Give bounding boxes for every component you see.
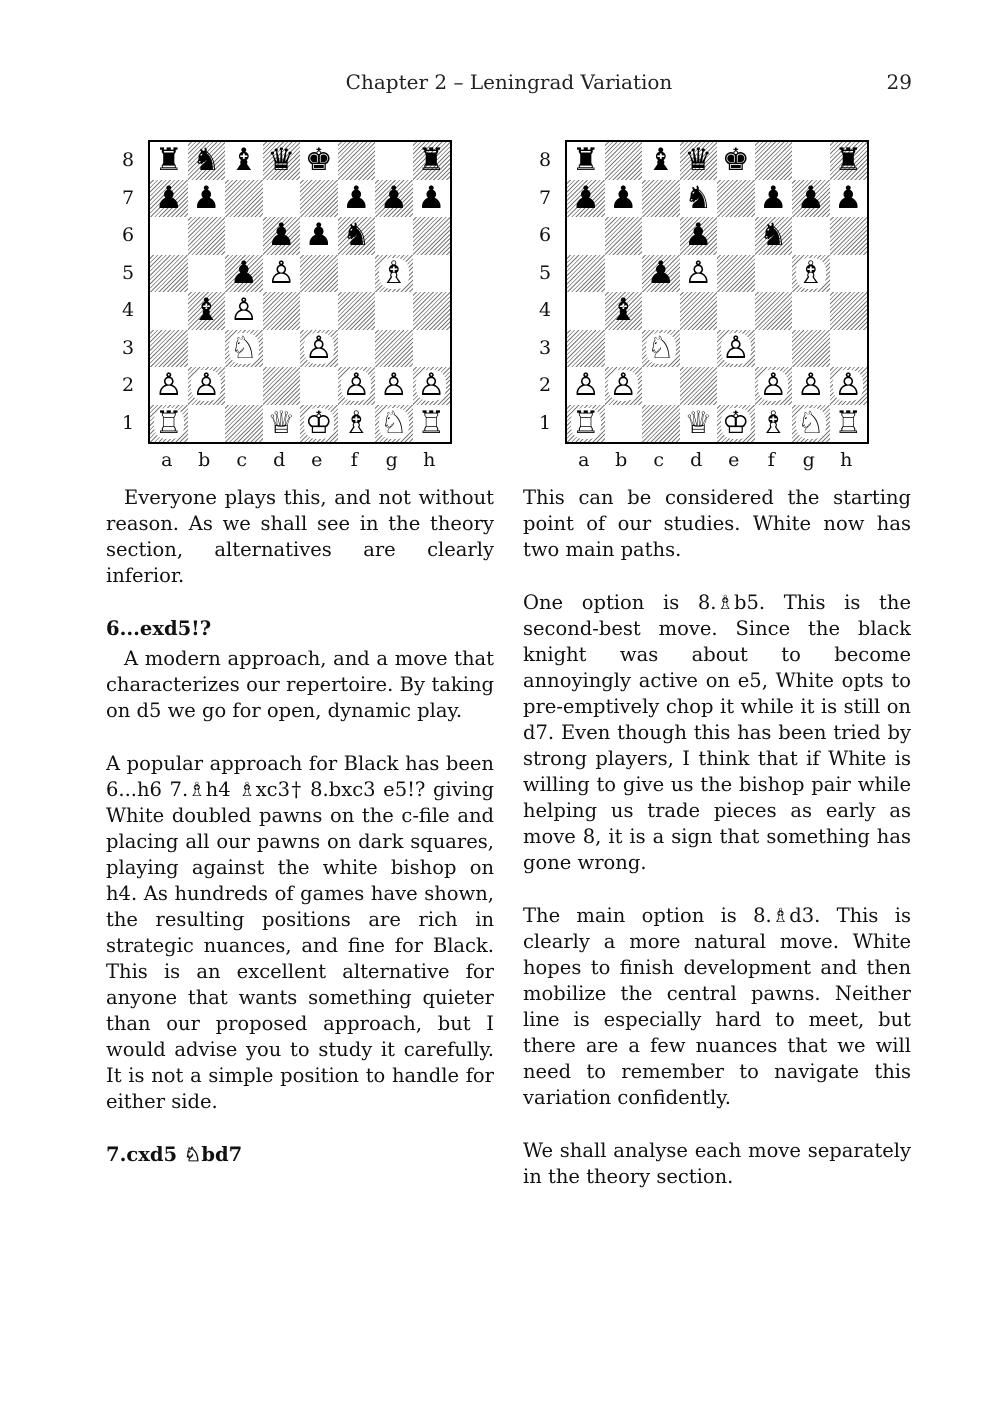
board-square bbox=[413, 217, 451, 255]
board-square bbox=[150, 217, 188, 255]
board-square bbox=[225, 405, 263, 443]
board-square bbox=[338, 405, 376, 443]
left-column bbox=[106, 485, 494, 1172]
file-label: d bbox=[690, 449, 703, 471]
black-queen-icon: ♛ bbox=[267, 142, 296, 179]
board-square bbox=[338, 367, 376, 405]
board-square bbox=[263, 142, 301, 180]
board-square bbox=[792, 142, 830, 180]
rank-labels bbox=[118, 142, 138, 442]
board-square bbox=[413, 405, 451, 443]
black-pawn-icon: ♟ bbox=[229, 254, 258, 291]
white-rook-icon: ♖ bbox=[834, 404, 863, 441]
board-square bbox=[375, 255, 413, 293]
white-pawn-icon: ♙ bbox=[417, 367, 446, 404]
board-square bbox=[605, 330, 643, 368]
board-square bbox=[567, 180, 605, 218]
board-square bbox=[413, 367, 451, 405]
board-square bbox=[300, 142, 338, 180]
board-square bbox=[830, 330, 868, 368]
board-square bbox=[642, 217, 680, 255]
white-pawn-icon: ♙ bbox=[229, 292, 258, 329]
board-square bbox=[605, 217, 643, 255]
board-square bbox=[225, 367, 263, 405]
rank-label: 4 bbox=[538, 299, 552, 321]
board-square bbox=[792, 292, 830, 330]
board-square bbox=[188, 367, 226, 405]
board-square bbox=[755, 255, 793, 293]
board-square bbox=[642, 330, 680, 368]
board-square bbox=[642, 405, 680, 443]
board-square bbox=[150, 180, 188, 218]
black-rook-icon: ♜ bbox=[154, 142, 183, 179]
move-heading: 7.cxd5 ♘bd7 bbox=[106, 1143, 243, 1166]
board-square bbox=[300, 292, 338, 330]
page-header bbox=[0, 70, 1000, 100]
board-square bbox=[225, 255, 263, 293]
black-pawn-icon: ♟ bbox=[267, 217, 296, 254]
board-square bbox=[605, 405, 643, 443]
board-square bbox=[567, 217, 605, 255]
file-label: f bbox=[350, 449, 358, 471]
paragraph: One option is 8.♗b5. This is the second-best move. Since the black knight was about to become annoyingly active on e5, White opts to pre-emptively chop it while it is still on d7. Even though this has been tried by strong players, I think that if White is willing to give us the bishop pair while helping us trade pieces as early as move 8, it is a sign that something has gone wrong. bbox=[523, 591, 911, 874]
white-pawn-icon: ♙ bbox=[834, 367, 863, 404]
board-square bbox=[263, 255, 301, 293]
black-pawn-icon: ♟ bbox=[609, 179, 638, 216]
black-pawn-icon: ♟ bbox=[759, 179, 788, 216]
board-square bbox=[717, 367, 755, 405]
board-square bbox=[300, 255, 338, 293]
white-pawn-icon: ♙ bbox=[304, 329, 333, 366]
board-square bbox=[375, 217, 413, 255]
right-column bbox=[523, 485, 911, 1217]
white-king-icon: ♔ bbox=[721, 404, 750, 441]
board-square bbox=[263, 217, 301, 255]
board-square bbox=[300, 330, 338, 368]
board-square bbox=[150, 367, 188, 405]
rank-label: 8 bbox=[121, 149, 135, 171]
board-square bbox=[680, 217, 718, 255]
black-pawn-icon: ♟ bbox=[571, 179, 600, 216]
black-pawn-icon: ♟ bbox=[834, 179, 863, 216]
white-pawn-icon: ♙ bbox=[342, 367, 371, 404]
rank-label: 7 bbox=[538, 186, 552, 209]
board-square bbox=[150, 142, 188, 180]
black-knight-icon: ♞ bbox=[684, 179, 713, 216]
white-pawn-icon: ♙ bbox=[721, 329, 750, 366]
board-square bbox=[755, 217, 793, 255]
board-square bbox=[188, 405, 226, 443]
board-square bbox=[605, 367, 643, 405]
paragraph: The main option is 8.♗d3. This is clearly a more natural move. White hopes to finish development and then mobilize the central pawns. Neither line is especially hard to meet, but there are a few nuances that we will need to remember to navigate this variation confidently. bbox=[523, 904, 911, 1109]
board-square bbox=[717, 292, 755, 330]
black-knight-icon: ♞ bbox=[192, 142, 221, 179]
board-square bbox=[792, 330, 830, 368]
board-square bbox=[680, 292, 718, 330]
file-label: a bbox=[161, 449, 173, 471]
rank-label: 3 bbox=[121, 336, 135, 359]
black-rook-icon: ♜ bbox=[571, 142, 600, 179]
board-square bbox=[792, 255, 830, 293]
black-queen-icon: ♛ bbox=[684, 142, 713, 179]
rank-label: 3 bbox=[538, 336, 552, 359]
white-pawn-icon: ♙ bbox=[796, 367, 825, 404]
board-square bbox=[188, 255, 226, 293]
white-rook-icon: ♖ bbox=[571, 404, 600, 441]
file-label: g bbox=[802, 449, 815, 471]
board-square bbox=[830, 405, 868, 443]
board-square bbox=[150, 330, 188, 368]
board-square bbox=[263, 180, 301, 218]
file-label: h bbox=[840, 449, 853, 471]
file-label: d bbox=[273, 449, 286, 471]
board-square bbox=[413, 255, 451, 293]
white-knight-icon: ♘ bbox=[646, 329, 675, 366]
board-square bbox=[375, 142, 413, 180]
board-square bbox=[375, 292, 413, 330]
board-square bbox=[300, 367, 338, 405]
file-label: h bbox=[423, 449, 436, 471]
board-square bbox=[830, 292, 868, 330]
file-label: g bbox=[385, 449, 398, 471]
white-rook-icon: ♖ bbox=[154, 404, 183, 441]
rank-label: 7 bbox=[121, 186, 135, 209]
board-square bbox=[605, 255, 643, 293]
file-label: b bbox=[615, 449, 628, 471]
white-bishop-icon: ♗ bbox=[379, 254, 408, 291]
board-square bbox=[717, 405, 755, 443]
white-knight-icon: ♘ bbox=[796, 404, 825, 441]
page-number: 29 bbox=[886, 70, 912, 94]
black-pawn-icon: ♟ bbox=[646, 254, 675, 291]
board-square bbox=[717, 217, 755, 255]
paragraph: A modern approach, and a move that characterizes our repertoire. By taking on d5 we go for open, dynamic play. bbox=[106, 647, 494, 722]
board-square bbox=[188, 330, 226, 368]
board-square bbox=[150, 292, 188, 330]
black-pawn-icon: ♟ bbox=[304, 217, 333, 254]
rank-label: 2 bbox=[538, 374, 552, 396]
file-label: b bbox=[198, 449, 211, 471]
board-square bbox=[225, 180, 263, 218]
paragraph: A popular approach for Black has been 6...h6 7.♗h4 ♗xc3† 8.bxc3 e5!? giving White doubled pawns on the c-file and placing all our pawns on dark squares, playing against the white bishop on h4. As hundreds of games have shown, the resulting positions are rich in strategic nuances, and fine for Black. This is an excellent alternative for anyone that wants something quieter than our proposed approach, but I would advise you to study it carefully. It is not a simple position to handle for either side. bbox=[106, 752, 494, 1113]
rank-label: 5 bbox=[121, 261, 135, 284]
board-square bbox=[188, 292, 226, 330]
board-square bbox=[338, 330, 376, 368]
board-square bbox=[755, 180, 793, 218]
file-label: e bbox=[728, 449, 740, 471]
board-square bbox=[375, 180, 413, 218]
board-square bbox=[413, 330, 451, 368]
file-label: a bbox=[578, 449, 590, 471]
board-square bbox=[567, 142, 605, 180]
board-square bbox=[263, 330, 301, 368]
board-square bbox=[755, 367, 793, 405]
board-square bbox=[830, 255, 868, 293]
black-rook-icon: ♜ bbox=[417, 142, 446, 179]
black-knight-icon: ♞ bbox=[759, 217, 788, 254]
board-square bbox=[338, 255, 376, 293]
black-bishop-icon: ♝ bbox=[192, 292, 221, 329]
white-pawn-icon: ♙ bbox=[571, 367, 600, 404]
board-square bbox=[717, 255, 755, 293]
white-pawn-icon: ♙ bbox=[192, 367, 221, 404]
board-square bbox=[755, 405, 793, 443]
board-square bbox=[830, 180, 868, 218]
board-square bbox=[413, 180, 451, 218]
board-square bbox=[605, 292, 643, 330]
board-square bbox=[567, 367, 605, 405]
file-labels bbox=[565, 449, 869, 471]
board-square bbox=[642, 367, 680, 405]
board-square bbox=[150, 255, 188, 293]
black-rook-icon: ♜ bbox=[834, 142, 863, 179]
white-rook-icon: ♖ bbox=[417, 404, 446, 441]
white-pawn-icon: ♙ bbox=[379, 367, 408, 404]
file-label: c bbox=[653, 449, 665, 471]
file-label: e bbox=[311, 449, 323, 471]
board-square bbox=[830, 217, 868, 255]
board-square bbox=[375, 367, 413, 405]
board-square bbox=[188, 180, 226, 218]
board-square bbox=[225, 330, 263, 368]
file-label: f bbox=[767, 449, 775, 471]
board-square bbox=[263, 367, 301, 405]
black-knight-icon: ♞ bbox=[342, 217, 371, 254]
rank-label: 1 bbox=[538, 411, 552, 434]
rank-label: 1 bbox=[121, 411, 135, 434]
board-square bbox=[792, 217, 830, 255]
board-square bbox=[792, 367, 830, 405]
board-square bbox=[680, 142, 718, 180]
black-king-icon: ♚ bbox=[304, 142, 333, 179]
board-square bbox=[338, 292, 376, 330]
board-square bbox=[680, 367, 718, 405]
black-pawn-icon: ♟ bbox=[417, 179, 446, 216]
board-square bbox=[680, 330, 718, 368]
board-square bbox=[375, 330, 413, 368]
board-square bbox=[225, 217, 263, 255]
chapter-title: Chapter 2 – Leningrad Variation bbox=[345, 70, 673, 94]
white-bishop-icon: ♗ bbox=[759, 404, 788, 441]
board-square bbox=[680, 180, 718, 218]
board-square bbox=[188, 142, 226, 180]
paragraph: This can be considered the starting point of our studies. White now has two main paths. bbox=[523, 486, 911, 561]
board-square bbox=[680, 405, 718, 443]
black-bishop-icon: ♝ bbox=[646, 142, 675, 179]
board-square bbox=[755, 330, 793, 368]
white-pawn-icon: ♙ bbox=[267, 254, 296, 291]
move-heading: 6...exd5!? bbox=[106, 617, 212, 640]
board-square bbox=[642, 180, 680, 218]
board-square bbox=[375, 405, 413, 443]
board-square bbox=[830, 142, 868, 180]
board-square bbox=[642, 255, 680, 293]
black-king-icon: ♚ bbox=[721, 142, 750, 179]
board-square bbox=[300, 405, 338, 443]
black-pawn-icon: ♟ bbox=[192, 179, 221, 216]
rank-label: 5 bbox=[538, 261, 552, 284]
board-square bbox=[717, 330, 755, 368]
file-label: c bbox=[236, 449, 248, 471]
board-square bbox=[605, 142, 643, 180]
board-square bbox=[642, 142, 680, 180]
board-square bbox=[642, 292, 680, 330]
white-bishop-icon: ♗ bbox=[796, 254, 825, 291]
white-knight-icon: ♘ bbox=[379, 404, 408, 441]
white-knight-icon: ♘ bbox=[229, 329, 258, 366]
black-pawn-icon: ♟ bbox=[796, 179, 825, 216]
white-king-icon: ♔ bbox=[304, 404, 333, 441]
board-square bbox=[188, 217, 226, 255]
board-square bbox=[792, 405, 830, 443]
rank-label: 6 bbox=[538, 224, 552, 246]
board-square bbox=[413, 292, 451, 330]
white-pawn-icon: ♙ bbox=[759, 367, 788, 404]
board-square bbox=[225, 142, 263, 180]
board-square bbox=[150, 405, 188, 443]
board-square bbox=[717, 142, 755, 180]
rank-label: 2 bbox=[121, 374, 135, 396]
black-bishop-icon: ♝ bbox=[229, 142, 258, 179]
board-square bbox=[567, 255, 605, 293]
board-square bbox=[263, 292, 301, 330]
black-pawn-icon: ♟ bbox=[154, 179, 183, 216]
rank-labels bbox=[535, 142, 555, 442]
white-pawn-icon: ♙ bbox=[609, 367, 638, 404]
board-square bbox=[263, 405, 301, 443]
board-square bbox=[567, 405, 605, 443]
board-square bbox=[338, 180, 376, 218]
board-square bbox=[830, 367, 868, 405]
board-square bbox=[300, 217, 338, 255]
board-square bbox=[567, 292, 605, 330]
board-square bbox=[567, 330, 605, 368]
rank-label: 8 bbox=[538, 149, 552, 171]
board-square bbox=[300, 180, 338, 218]
black-pawn-icon: ♟ bbox=[684, 217, 713, 254]
paragraph: We shall analyse each move separately in the theory section. bbox=[523, 1139, 911, 1188]
rank-label: 6 bbox=[121, 224, 135, 246]
rank-label: 4 bbox=[121, 299, 135, 321]
white-queen-icon: ♕ bbox=[267, 404, 296, 441]
black-pawn-icon: ♟ bbox=[342, 179, 371, 216]
board-square bbox=[717, 180, 755, 218]
board-square bbox=[413, 142, 451, 180]
white-pawn-icon: ♙ bbox=[684, 254, 713, 291]
black-bishop-icon: ♝ bbox=[609, 292, 638, 329]
white-queen-icon: ♕ bbox=[684, 404, 713, 441]
board-square bbox=[225, 292, 263, 330]
board-square bbox=[338, 217, 376, 255]
paragraph: Everyone plays this, and not without reason. As we shall see in the theory section, alternatives are clearly inferior. bbox=[106, 486, 494, 587]
chessboard bbox=[148, 140, 452, 444]
white-pawn-icon: ♙ bbox=[154, 367, 183, 404]
board-square bbox=[792, 180, 830, 218]
board-square bbox=[680, 255, 718, 293]
file-labels bbox=[148, 449, 452, 471]
board-square bbox=[338, 142, 376, 180]
board-square bbox=[605, 180, 643, 218]
white-bishop-icon: ♗ bbox=[342, 404, 371, 441]
chessboard bbox=[565, 140, 869, 444]
board-square bbox=[755, 292, 793, 330]
board-square bbox=[755, 142, 793, 180]
black-pawn-icon: ♟ bbox=[379, 179, 408, 216]
